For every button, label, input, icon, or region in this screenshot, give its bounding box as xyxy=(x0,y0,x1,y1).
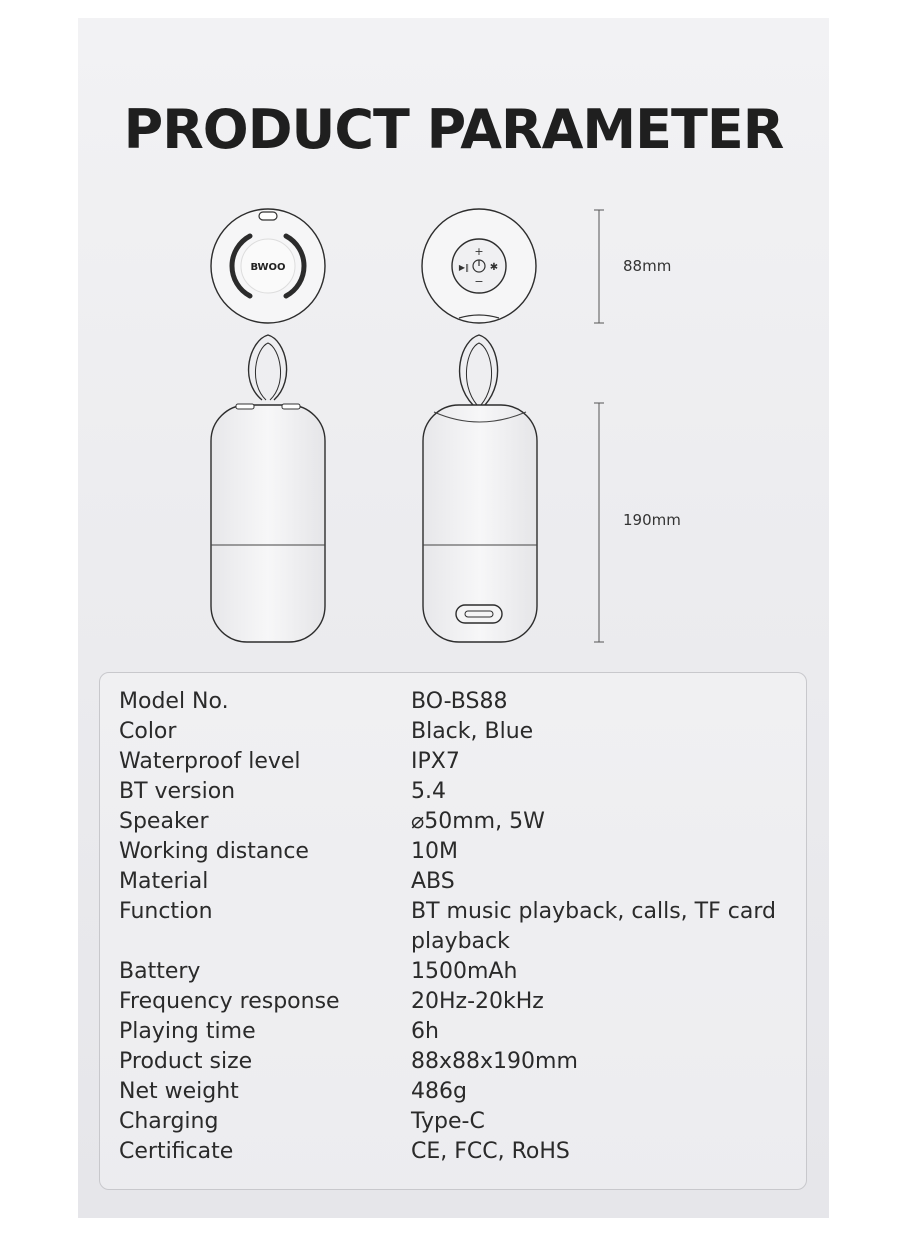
spec-value: 1500mAh xyxy=(411,959,518,984)
dimension-line-diameter xyxy=(594,210,604,323)
diameter-label: 88mm xyxy=(623,257,672,275)
spec-label: BT version xyxy=(119,779,236,804)
spec-value: 20Hz-20kHz xyxy=(411,989,544,1014)
spec-value: 88x88x190mm xyxy=(411,1049,578,1074)
spec-label: Color xyxy=(119,719,177,744)
light-mode-icon: ✱ xyxy=(489,262,499,273)
spec-value: Black, Blue xyxy=(411,719,534,744)
spec-label: Playing time xyxy=(119,1019,256,1044)
product-drawing xyxy=(0,195,907,655)
dimension-line-height xyxy=(594,403,604,642)
spec-label: Working distance xyxy=(119,839,309,864)
spec-value: 486g xyxy=(411,1079,467,1104)
top-view-right xyxy=(422,209,536,323)
height-label: 190mm xyxy=(623,511,681,529)
spec-value: IPX7 xyxy=(411,749,460,774)
spec-value: 10M xyxy=(411,839,458,864)
spec-value: CE, FCC, RoHS xyxy=(411,1139,570,1164)
spec-value: Type-C xyxy=(411,1109,485,1134)
top-view-left xyxy=(211,209,325,323)
spec-label: Model No. xyxy=(119,689,229,714)
plus-icon: + xyxy=(474,245,484,258)
spec-label: Battery xyxy=(119,959,201,984)
spec-label: Material xyxy=(119,869,209,894)
side-view-right xyxy=(423,335,537,642)
spec-value: 5.4 xyxy=(411,779,446,804)
brand-logo: BWOO xyxy=(250,262,286,273)
spec-value: 6h xyxy=(411,1019,439,1044)
spec-label: Product size xyxy=(119,1049,253,1074)
spec-label: Certificate xyxy=(119,1139,234,1164)
spec-label: Charging xyxy=(119,1109,219,1134)
page-title: PRODUCT PARAMETER xyxy=(123,98,784,161)
minus-icon: − xyxy=(474,275,484,288)
side-view-left xyxy=(211,335,325,642)
spec-label: Net weight xyxy=(119,1079,239,1104)
spec-label: Function xyxy=(119,899,213,924)
spec-value: ABS xyxy=(411,869,455,894)
spec-value: ⌀50mm, 5W xyxy=(411,809,545,834)
usb-c-port-icon xyxy=(456,605,502,623)
spec-table xyxy=(99,672,807,1190)
spec-value: BT music playback, calls, TF card playback xyxy=(411,899,776,954)
spec-label: Frequency response xyxy=(119,989,340,1014)
spec-grid xyxy=(119,687,789,1167)
spec-label: Waterproof level xyxy=(119,749,301,774)
play-pause-icon: ▶‖ xyxy=(458,263,470,272)
spec-value: BO-BS88 xyxy=(411,689,508,714)
spec-label: Speaker xyxy=(119,809,209,834)
